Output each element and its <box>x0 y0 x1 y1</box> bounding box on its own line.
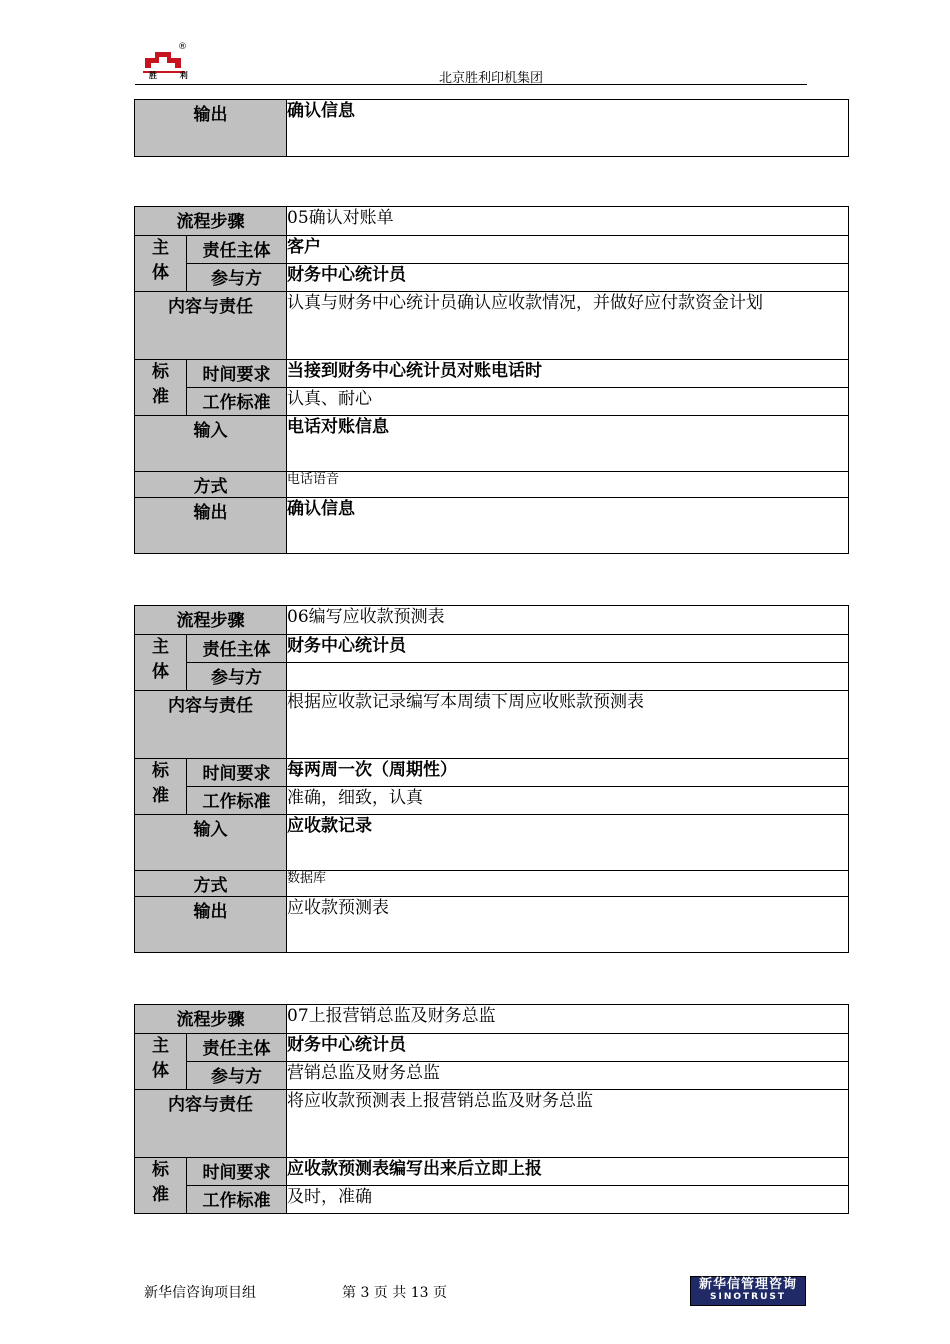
method-label: 方式 <box>135 472 287 498</box>
step-label: 流程步骤 <box>135 207 287 236</box>
content-value: 根据应收款记录编写本周绩下周应收账款预测表 <box>287 691 849 759</box>
time-requirement-value: 应收款预测表编写出来后立即上报 <box>287 1158 849 1186</box>
participant-value: 营销总监及财务总监 <box>287 1062 849 1090</box>
content-label: 内容与责任 <box>135 292 287 360</box>
responsible-value: 财务中心统计员 <box>287 1034 849 1062</box>
flow-table-step-05 <box>134 206 849 554</box>
participant-label: 参与方 <box>187 663 287 691</box>
output-label: 输出 <box>135 897 287 953</box>
method-value: 电话语音 <box>287 472 849 498</box>
page-header <box>135 40 807 85</box>
subject-label: 主 体 <box>135 1034 187 1090</box>
time-requirement-label: 时间要求 <box>187 1158 287 1186</box>
standard-label: 标 准 <box>135 759 187 815</box>
content-value: 认真与财务中心统计员确认应收款情况，并做好应付款资金计划 <box>287 292 849 360</box>
input-label: 输入 <box>135 416 287 472</box>
work-standard-label: 工作标准 <box>187 388 287 416</box>
time-requirement-label: 时间要求 <box>187 759 287 787</box>
step-label: 流程步骤 <box>135 1005 287 1034</box>
work-standard-value: 认真、耐心 <box>287 388 849 416</box>
responsible-label: 责任主体 <box>187 635 287 663</box>
step-value: 05确认对账单 <box>287 207 849 236</box>
content-value: 将应收款预测表上报营销总监及财务总监 <box>287 1090 849 1158</box>
work-standard-label: 工作标准 <box>187 787 287 815</box>
step-label: 流程步骤 <box>135 606 287 635</box>
input-label: 输入 <box>135 815 287 871</box>
work-standard-value: 及时，准确 <box>287 1186 849 1214</box>
work-standard-value: 准确，细致，认真 <box>287 787 849 815</box>
participant-value: 财务中心统计员 <box>287 264 849 292</box>
output-value: 确认信息 <box>287 498 849 554</box>
subject-label: 主 体 <box>135 236 187 292</box>
time-requirement-label: 时间要求 <box>187 360 287 388</box>
standard-label: 标 准 <box>135 1158 187 1214</box>
responsible-label: 责任主体 <box>187 236 287 264</box>
flow-table-continued <box>134 99 849 157</box>
output-label: 输出 <box>135 498 287 554</box>
input-value: 电话对账信息 <box>287 416 849 472</box>
input-value: 应收款记录 <box>287 815 849 871</box>
step-value: 06编写应收款预测表 <box>287 606 849 635</box>
responsible-value: 财务中心统计员 <box>287 635 849 663</box>
participant-label: 参与方 <box>187 1062 287 1090</box>
step-value: 07上报营销总监及财务总监 <box>287 1005 849 1034</box>
sinotrust-logo <box>690 1276 806 1306</box>
participant-label: 参与方 <box>187 264 287 292</box>
footer-page-number: 第 3 页 共 13 页 <box>342 1285 447 1301</box>
standard-label: 标 准 <box>135 360 187 416</box>
content-label: 内容与责任 <box>135 1090 287 1158</box>
footer-project-group: 新华信咨询项目组 <box>144 1285 256 1301</box>
flow-table-step-07 <box>134 1004 849 1214</box>
flow-table-step-06 <box>134 605 849 953</box>
company-name: 北京胜利印机集团 <box>439 71 544 86</box>
method-label: 方式 <box>135 871 287 897</box>
registered-mark: ® <box>178 42 187 52</box>
work-standard-label: 工作标准 <box>187 1186 287 1214</box>
time-requirement-value: 每两周一次（周期性） <box>287 759 849 787</box>
subject-label: 主 体 <box>135 635 187 691</box>
output-value: 应收款预测表 <box>287 897 849 953</box>
footer-logo-en: SINOTRUST <box>709 1292 786 1302</box>
content-label: 内容与责任 <box>135 691 287 759</box>
method-value: 数据库 <box>287 871 849 897</box>
responsible-label: 责任主体 <box>187 1034 287 1062</box>
logo-text: 胜 利 <box>149 71 198 80</box>
output-value: 确认信息 <box>287 100 849 157</box>
time-requirement-value: 当接到财务中心统计员对账电话时 <box>287 360 849 388</box>
output-label: 输出 <box>135 100 287 157</box>
responsible-value: 客户 <box>287 236 849 264</box>
participant-value <box>287 663 849 691</box>
footer-logo-cn: 新华信管理咨询 <box>698 1277 797 1292</box>
